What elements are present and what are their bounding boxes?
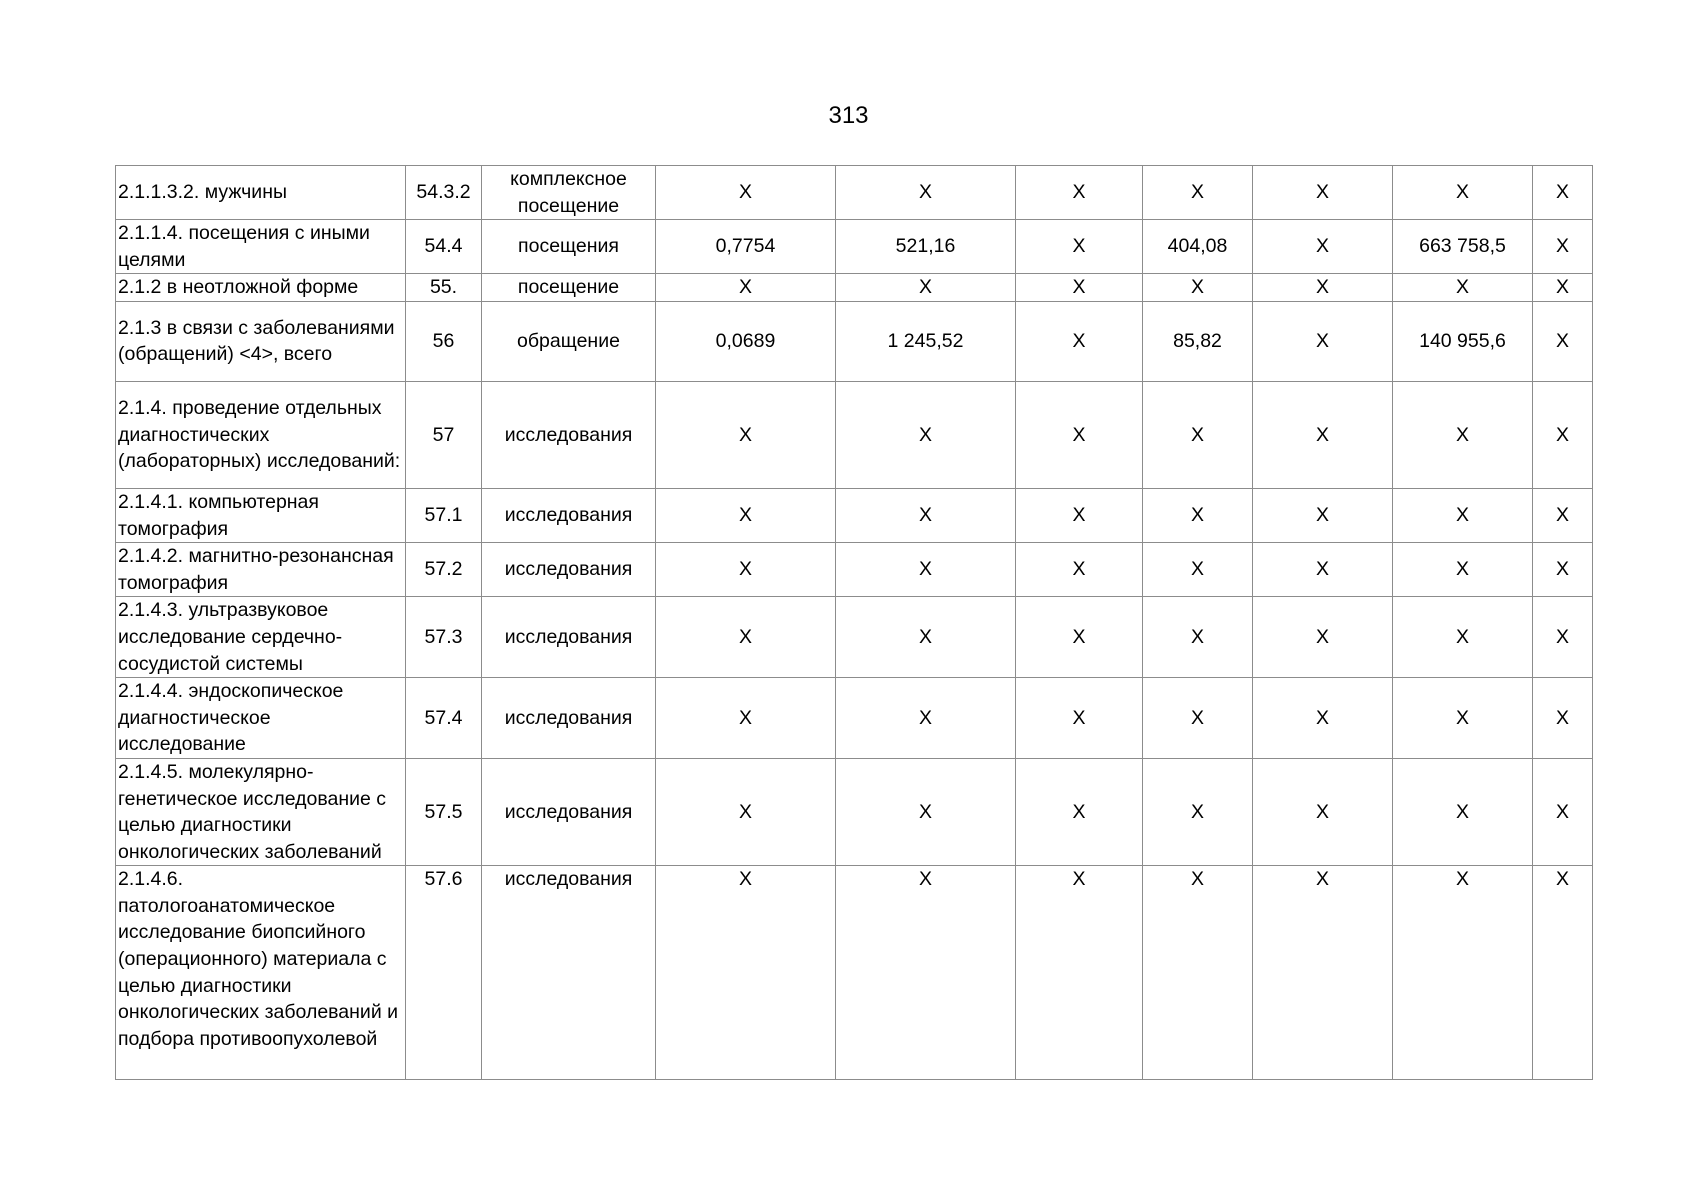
table-row [116, 597, 1593, 678]
row-name: 2.1.2 в неотложной форме [116, 274, 406, 302]
cell: X [1143, 166, 1253, 220]
cell: X [1253, 220, 1393, 274]
cell: X [1016, 597, 1143, 678]
cell: X [1533, 678, 1593, 759]
row-code: 57.3 [406, 597, 482, 678]
cell: X [1393, 166, 1533, 220]
cell: X [656, 488, 836, 542]
table-row [116, 274, 1593, 302]
cell: X [1253, 678, 1393, 759]
cell: X [1393, 488, 1533, 542]
row-unit: исследования [482, 381, 656, 488]
cell: X [1393, 866, 1533, 1080]
cell: X [1533, 301, 1593, 381]
cell: 85,82 [1143, 301, 1253, 381]
cell: X [1533, 597, 1593, 678]
cell: X [1143, 678, 1253, 759]
table-row [116, 220, 1593, 274]
cell: 663 758,5 [1393, 220, 1533, 274]
table-row [116, 543, 1593, 597]
row-unit: исследования [482, 488, 656, 542]
cell: X [1253, 543, 1393, 597]
cell: X [656, 543, 836, 597]
cell: X [1533, 166, 1593, 220]
row-code: 54.4 [406, 220, 482, 274]
row-name: 2.1.1.3.2. мужчины [116, 166, 406, 220]
cell: 0,0689 [656, 301, 836, 381]
cell: X [836, 166, 1016, 220]
row-unit: исследования [482, 678, 656, 759]
row-name: 2.1.4.4. эндоскопическое диагностическое исследование [116, 678, 406, 759]
cell: X [656, 597, 836, 678]
cell: X [1533, 758, 1593, 865]
cell: X [1533, 381, 1593, 488]
cell: X [1533, 866, 1593, 1080]
row-unit: исследования [482, 758, 656, 865]
table-row [116, 166, 1593, 220]
cell: X [1393, 381, 1533, 488]
cell: 140 955,6 [1393, 301, 1533, 381]
row-code: 56 [406, 301, 482, 381]
cell: X [836, 758, 1016, 865]
row-name: 2.1.4. проведение отдельных диагностических (лабораторных) исследований: [116, 381, 406, 488]
cell: 1 245,52 [836, 301, 1016, 381]
cell: X [1143, 274, 1253, 302]
cell: X [1393, 543, 1533, 597]
cell: X [836, 866, 1016, 1080]
cell: X [1143, 543, 1253, 597]
cell: X [1143, 488, 1253, 542]
table-row [116, 866, 1593, 1080]
cell: X [1016, 274, 1143, 302]
table-row [116, 381, 1593, 488]
row-code: 57 [406, 381, 482, 488]
table-row [116, 678, 1593, 759]
row-code: 57.4 [406, 678, 482, 759]
cell: X [656, 166, 836, 220]
cell: X [836, 543, 1016, 597]
row-name: 2.1.4.1. компьютерная томография [116, 488, 406, 542]
cell: X [836, 381, 1016, 488]
row-name: 2.1.1.4. посещения с иными целями [116, 220, 406, 274]
cell: X [1143, 866, 1253, 1080]
row-code: 57.6 [406, 866, 482, 1080]
cell: X [1393, 274, 1533, 302]
cell: X [1253, 381, 1393, 488]
table-row [116, 758, 1593, 865]
cell: X [1533, 488, 1593, 542]
cell: X [836, 488, 1016, 542]
cell: X [656, 866, 836, 1080]
row-unit: исследования [482, 597, 656, 678]
cell: X [1253, 866, 1393, 1080]
row-unit: посещения [482, 220, 656, 274]
cell: X [1253, 597, 1393, 678]
cell: X [1016, 220, 1143, 274]
cell: X [836, 274, 1016, 302]
row-code: 57.2 [406, 543, 482, 597]
row-name: 2.1.4.3. ультразвуковое исследование сердечно-сосудистой системы [116, 597, 406, 678]
row-unit: комплексное посещение [482, 166, 656, 220]
row-code: 57.1 [406, 488, 482, 542]
cell: X [1143, 597, 1253, 678]
cell: X [1143, 758, 1253, 865]
cell: X [1016, 301, 1143, 381]
cell: X [1393, 597, 1533, 678]
cell: X [1016, 866, 1143, 1080]
cell: X [1016, 678, 1143, 759]
cell: X [1253, 274, 1393, 302]
row-unit: обращение [482, 301, 656, 381]
row-code: 55. [406, 274, 482, 302]
cell: X [1533, 220, 1593, 274]
cell: 521,16 [836, 220, 1016, 274]
cell: X [1016, 166, 1143, 220]
cell: X [1016, 381, 1143, 488]
cell: X [656, 678, 836, 759]
cell: X [656, 758, 836, 865]
row-unit: исследования [482, 543, 656, 597]
row-unit: исследования [482, 866, 656, 1080]
row-name: 2.1.4.6. патологоанатомическое исследование биопсийного (операционного) материала с целью диагностики онкологических заболеваний и подбора противоопухолевой [116, 866, 406, 1080]
table-row [116, 488, 1593, 542]
table-row [116, 301, 1593, 381]
cell: X [1253, 488, 1393, 542]
row-code: 57.5 [406, 758, 482, 865]
cell: X [1016, 543, 1143, 597]
cell: X [656, 381, 836, 488]
cell: X [1533, 274, 1593, 302]
tariff-table [115, 165, 1593, 1080]
cell: X [656, 274, 836, 302]
cell: X [1143, 381, 1253, 488]
page-number: 313 [828, 102, 869, 129]
cell: X [1253, 301, 1393, 381]
cell: X [1253, 166, 1393, 220]
cell: X [1253, 758, 1393, 865]
row-name: 2.1.4.5. молекулярно-генетическое исследование с целью диагностики онкологических заболеваний [116, 758, 406, 865]
row-name: 2.1.4.2. магнитно-резонансная томография [116, 543, 406, 597]
row-unit: посещение [482, 274, 656, 302]
cell: X [836, 678, 1016, 759]
cell: X [1016, 758, 1143, 865]
row-code: 54.3.2 [406, 166, 482, 220]
cell: 0,7754 [656, 220, 836, 274]
row-name: 2.1.3 в связи с заболеваниями (обращений) <4>, всего [116, 301, 406, 381]
cell: X [1393, 758, 1533, 865]
cell: X [1016, 488, 1143, 542]
cell: X [1393, 678, 1533, 759]
cell: 404,08 [1143, 220, 1253, 274]
cell: X [836, 597, 1016, 678]
cell: X [1533, 543, 1593, 597]
